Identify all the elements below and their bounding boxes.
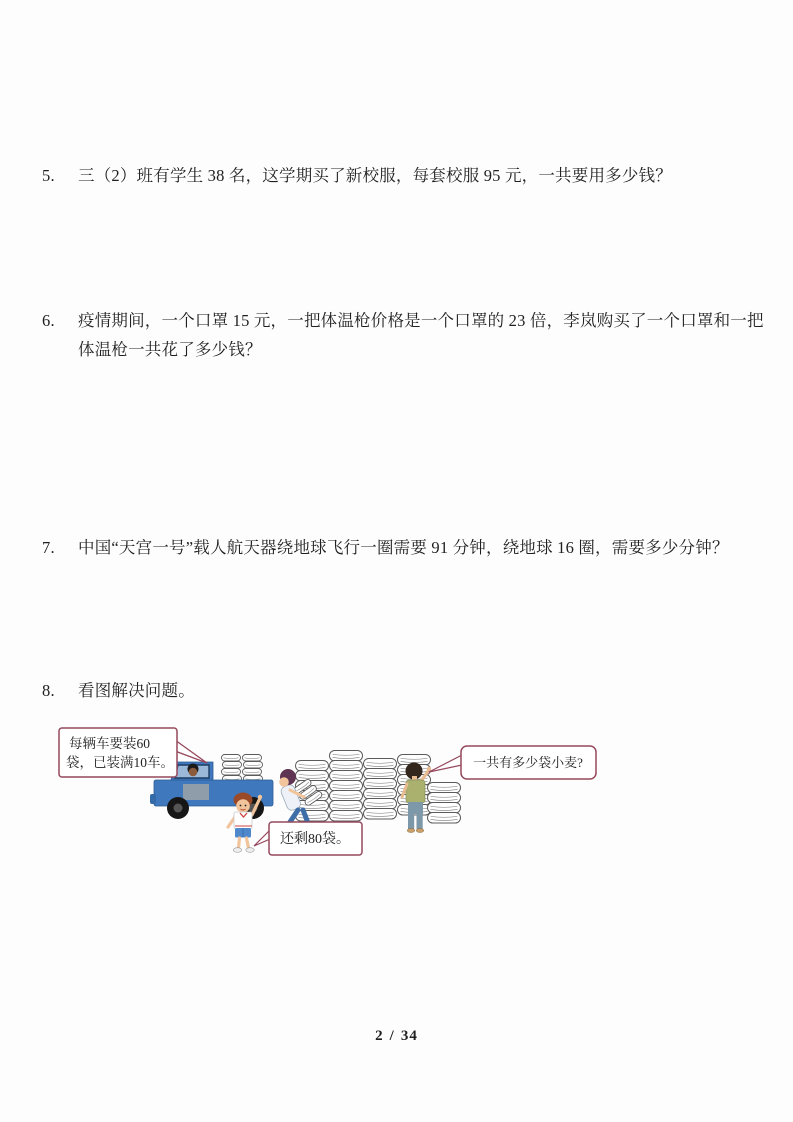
wheat-sack-pile [296, 751, 461, 824]
speech-bubble-left-line2: 袋，已装满10车。 [66, 755, 174, 770]
speech-bubble-right [429, 746, 596, 779]
question-6 [42, 306, 764, 364]
question-5-text: 三（2）班有学生 38 名，这学期买了新校服，每套校服 95 元，一共要用多少钱？ [78, 166, 672, 185]
question-8-number: 8. [42, 681, 55, 700]
speech-bubble-middle-text: 还剩80袋。 [280, 832, 350, 847]
page-number-total: 34 [400, 1028, 418, 1044]
speech-bubble-middle [254, 822, 362, 855]
question-8 [42, 676, 756, 705]
truck-bumper [150, 794, 156, 804]
question-7-text: 中国“天宫一号”载人航天器绕地球飞行一圈需要 91 分钟，绕地球 16 圈，需要多少分钟？ [78, 538, 729, 557]
page-footer [0, 1028, 793, 1045]
truck-sacks [222, 755, 263, 783]
truck-door-panel [183, 784, 209, 800]
question-8-text: 看图解决问题。 [78, 681, 195, 700]
wheat-sacks-illustration [57, 718, 602, 868]
question-7 [42, 533, 756, 562]
question-6-number: 6. [42, 311, 55, 330]
speech-bubble-left-line1: 每辆车要装60 [69, 736, 150, 751]
question-5-number: 5. [42, 166, 55, 185]
page-number-current: 2 [375, 1028, 384, 1044]
question-6-text-line2: 体温枪一共花了多少钱？ [78, 340, 262, 359]
page-number-separator: / [389, 1028, 395, 1044]
speech-bubble-right-text: 一共有多少袋小麦? [473, 755, 583, 770]
question-6-text-line1: 疫情期间，一个口罩 15 元，一把体温枪价格是一个口罩的 23 倍，李岚购买了一个口罩和一把 [78, 311, 764, 330]
question-5 [42, 161, 756, 190]
question-7-number: 7. [42, 538, 55, 557]
problem-figure [57, 718, 602, 868]
